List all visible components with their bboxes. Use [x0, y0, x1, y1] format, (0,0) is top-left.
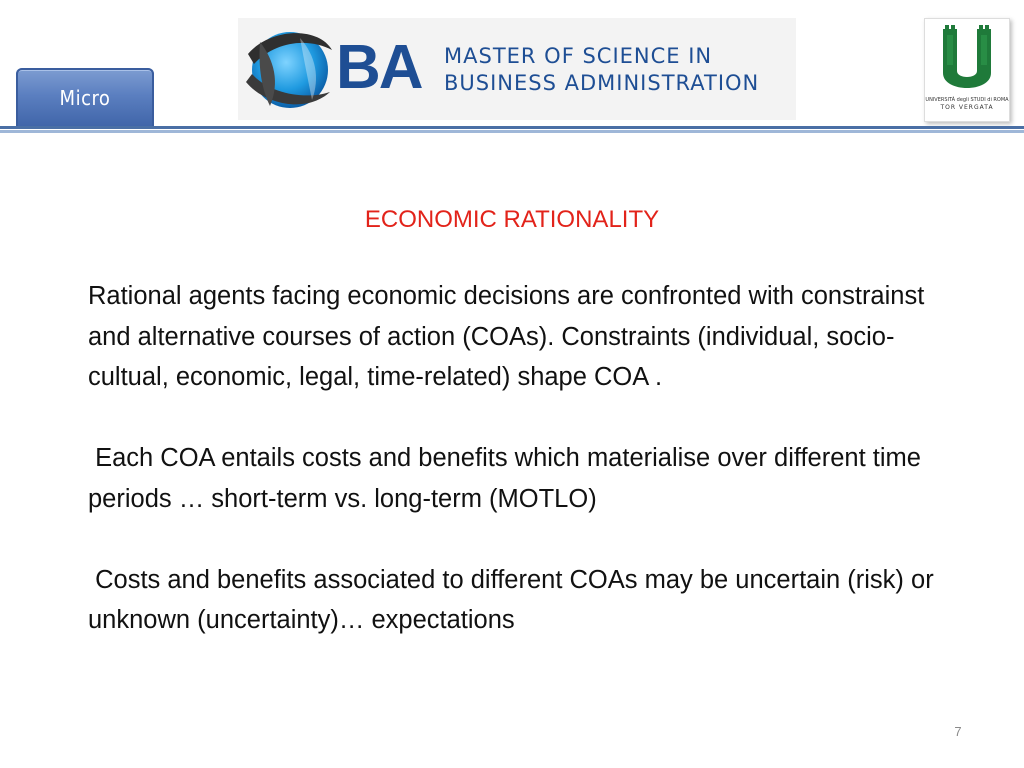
header-divider-light — [0, 130, 1024, 133]
paragraph-uncertainty: Costs and benefits associated to different COAs may be uncertain (risk) or unknown (uncertainty)… expectations — [88, 565, 941, 634]
page-number: 7 — [954, 724, 962, 739]
university-logo — [924, 18, 1010, 122]
tower-u-icon — [925, 19, 1009, 97]
section-tab-label: Micro — [59, 86, 111, 110]
paragraph-constraints: Rational agents facing economic decisions are confronted with constrainst and alternative courses of action (COAs). Constraints (individual, socio-cultual, economic, legal, time-related) shape COA . — [88, 282, 925, 391]
university-subname: TOR VERGATA — [940, 104, 994, 111]
section-tab[interactable] — [16, 68, 154, 128]
slide-header — [0, 0, 1024, 135]
slide-title: ECONOMIC RATIONALITY — [364, 206, 660, 233]
header-divider — [0, 126, 1024, 129]
program-logo — [238, 18, 796, 120]
globe-swirl-icon — [240, 20, 336, 118]
university-name: UNIVERSITÀ degli STUDI di ROMA — [925, 97, 1009, 103]
slide-body — [88, 276, 941, 641]
logo-line-1: MASTER OF SCIENCE IN — [444, 44, 713, 68]
logo-mark: BA — [336, 33, 422, 102]
logo-line-2: BUSINESS ADMINISTRATION — [444, 71, 760, 95]
paragraph-costs-benefits: Each COA entails costs and benefits which materialise over different time periods … short-term vs. long-term (MOTLO) — [88, 444, 929, 513]
